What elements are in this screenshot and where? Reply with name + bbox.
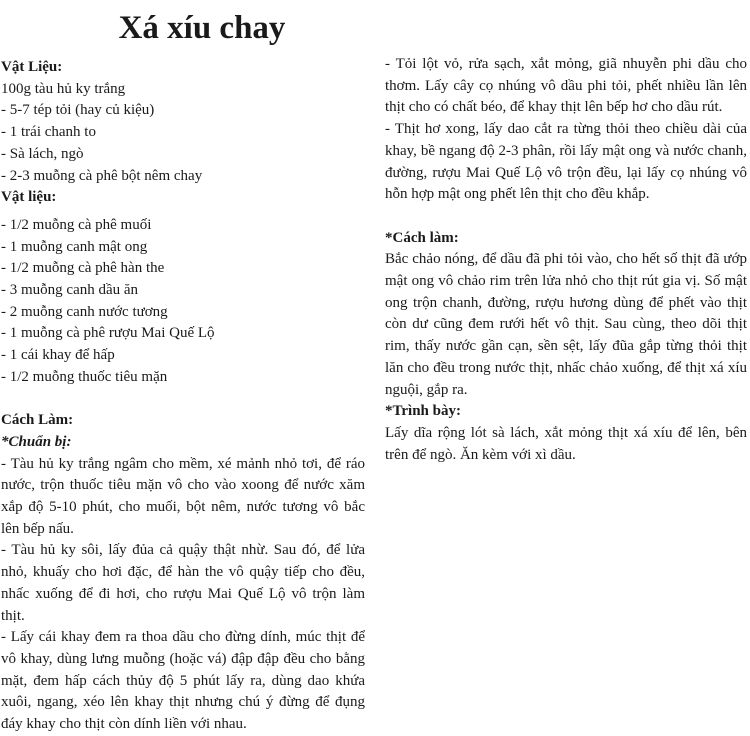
prep-step: - Tàu hủ ky sôi, lấy đủa cả quậy thật nhừ. Sau đó, để lửa nhỏ, khuấy cho hơi đặc, để hàn the vô quậy tiếp cho đều, nhấc xuống để đi hơi, cho rượu Mai Quế Lộ vô trộn làm thịt. [1, 542, 365, 624]
seasoning-item: - 2 muỗng canh nước tương [1, 303, 168, 320]
seasoning-heading: Vật liệu: [1, 189, 57, 206]
ingredient-item: - 5-7 tép tỏi (hay củ kiệu) [1, 102, 155, 119]
serve-heading: *Trình bày: [385, 403, 461, 420]
serve-text: Lấy dĩa rộng lót sà lách, xắt mỏng thịt xá xíu để lên, bên trên để ngò. Ăn kèm với xì dầu. [385, 424, 747, 463]
cook-heading: *Cách làm: [385, 229, 459, 246]
left-column [1, 57, 365, 736]
spacer [1, 389, 365, 411]
prep-step: - Thịt hơ xong, lấy dao cắt ra từng thỏi theo chiều dài của khay, bề ngang độ 2-3 phân, rồi lấy mật ong và nước chanh, đường, rượu Mai Quế Lộ vô trộn đều, lại lấy cọ nhúng vô hỗn hợp mật ong phết lên thịt cho đều khắp. [385, 121, 747, 203]
prep-step: - Lấy cái khay đem ra thoa dầu cho đừng dính, múc thịt để vô khay, dùng lưng muỗng (hoặc vá) đập đập đều cho bằng mặt, đem hấp cách thủy độ 5 phút lấy ra, dùng dao khứa xuôi, ngang, xéo lên khay thịt nhưng chú ý đừng để đụng đáy khay cho thịt còn dính liền với nhau. [1, 629, 365, 733]
ingredient-item: 100g tàu hủ ky trắng [1, 80, 126, 97]
seasoning-item: - 1/2 muỗng cà phê muối [1, 216, 152, 233]
method-heading: Cách Làm: [1, 412, 74, 429]
ingredient-item: - 2-3 muỗng cà phê bột nêm chay [1, 167, 203, 184]
prep-step: - Tỏi lột vỏ, rửa sạch, xắt mỏng, giã nhuyễn phi dầu cho thơm. Lấy cây cọ nhúng vô dầu phi tỏi, phết nhiều lần lên thịt cho có chất béo, để khay thịt lên bếp hơ cho dầu rút. [385, 56, 747, 116]
prep-heading: *Chuẩn bị: [1, 433, 72, 450]
ingredient-item: - 1 trái chanh to [1, 124, 96, 141]
seasoning-item: - 1 muỗng canh mật ong [1, 238, 148, 255]
recipe-title: Xá xíu chay [118, 10, 286, 46]
spacer [385, 206, 747, 228]
seasoning-item: - 1 muỗng cà phê rượu Mai Quế Lộ [1, 325, 215, 342]
ingredients-heading: Vật Liệu: [1, 59, 63, 75]
seasoning-item: - 1/2 muỗng thuốc tiêu mặn [1, 368, 168, 385]
right-column [385, 54, 747, 466]
seasoning-item: - 1 cái khay để hấp [1, 347, 115, 364]
prep-step: - Tàu hủ ky trắng ngâm cho mềm, xé mảnh nhỏ tơi, để ráo nước, trộn thuốc tiêu mặn vô cho vào xoong để nước xăm xắp độ 5-10 phút, cho muối, bột nêm, nước tương vô bắc lên bếp nấu. [1, 455, 365, 537]
ingredient-item: - Sà lách, ngò [1, 145, 84, 162]
seasoning-item: - 1/2 muỗng cà phê hàn the [1, 260, 165, 277]
seasoning-item: - 3 muỗng canh dầu ăn [1, 282, 139, 299]
cook-text: Bắc chảo nóng, để dầu đã phi tỏi vào, cho hết số thịt đã ướp mật ong vô chảo rim trên lửa nhỏ cho thịt rút gia vị. Số mật ong trộn chanh, đường, rượu hương dùng để phết vào thịt còn dư cũng đem rưới hết vô thịt. Sau cùng, theo dõi thịt rim, thấy nước gần cạn, sền sệt, lấy đũa gắp từng thỏi thịt lăn cho đều trong nước thịt, nhấc chảo xuống, để thịt xá xíu nguội, gắp ra. [385, 251, 747, 398]
